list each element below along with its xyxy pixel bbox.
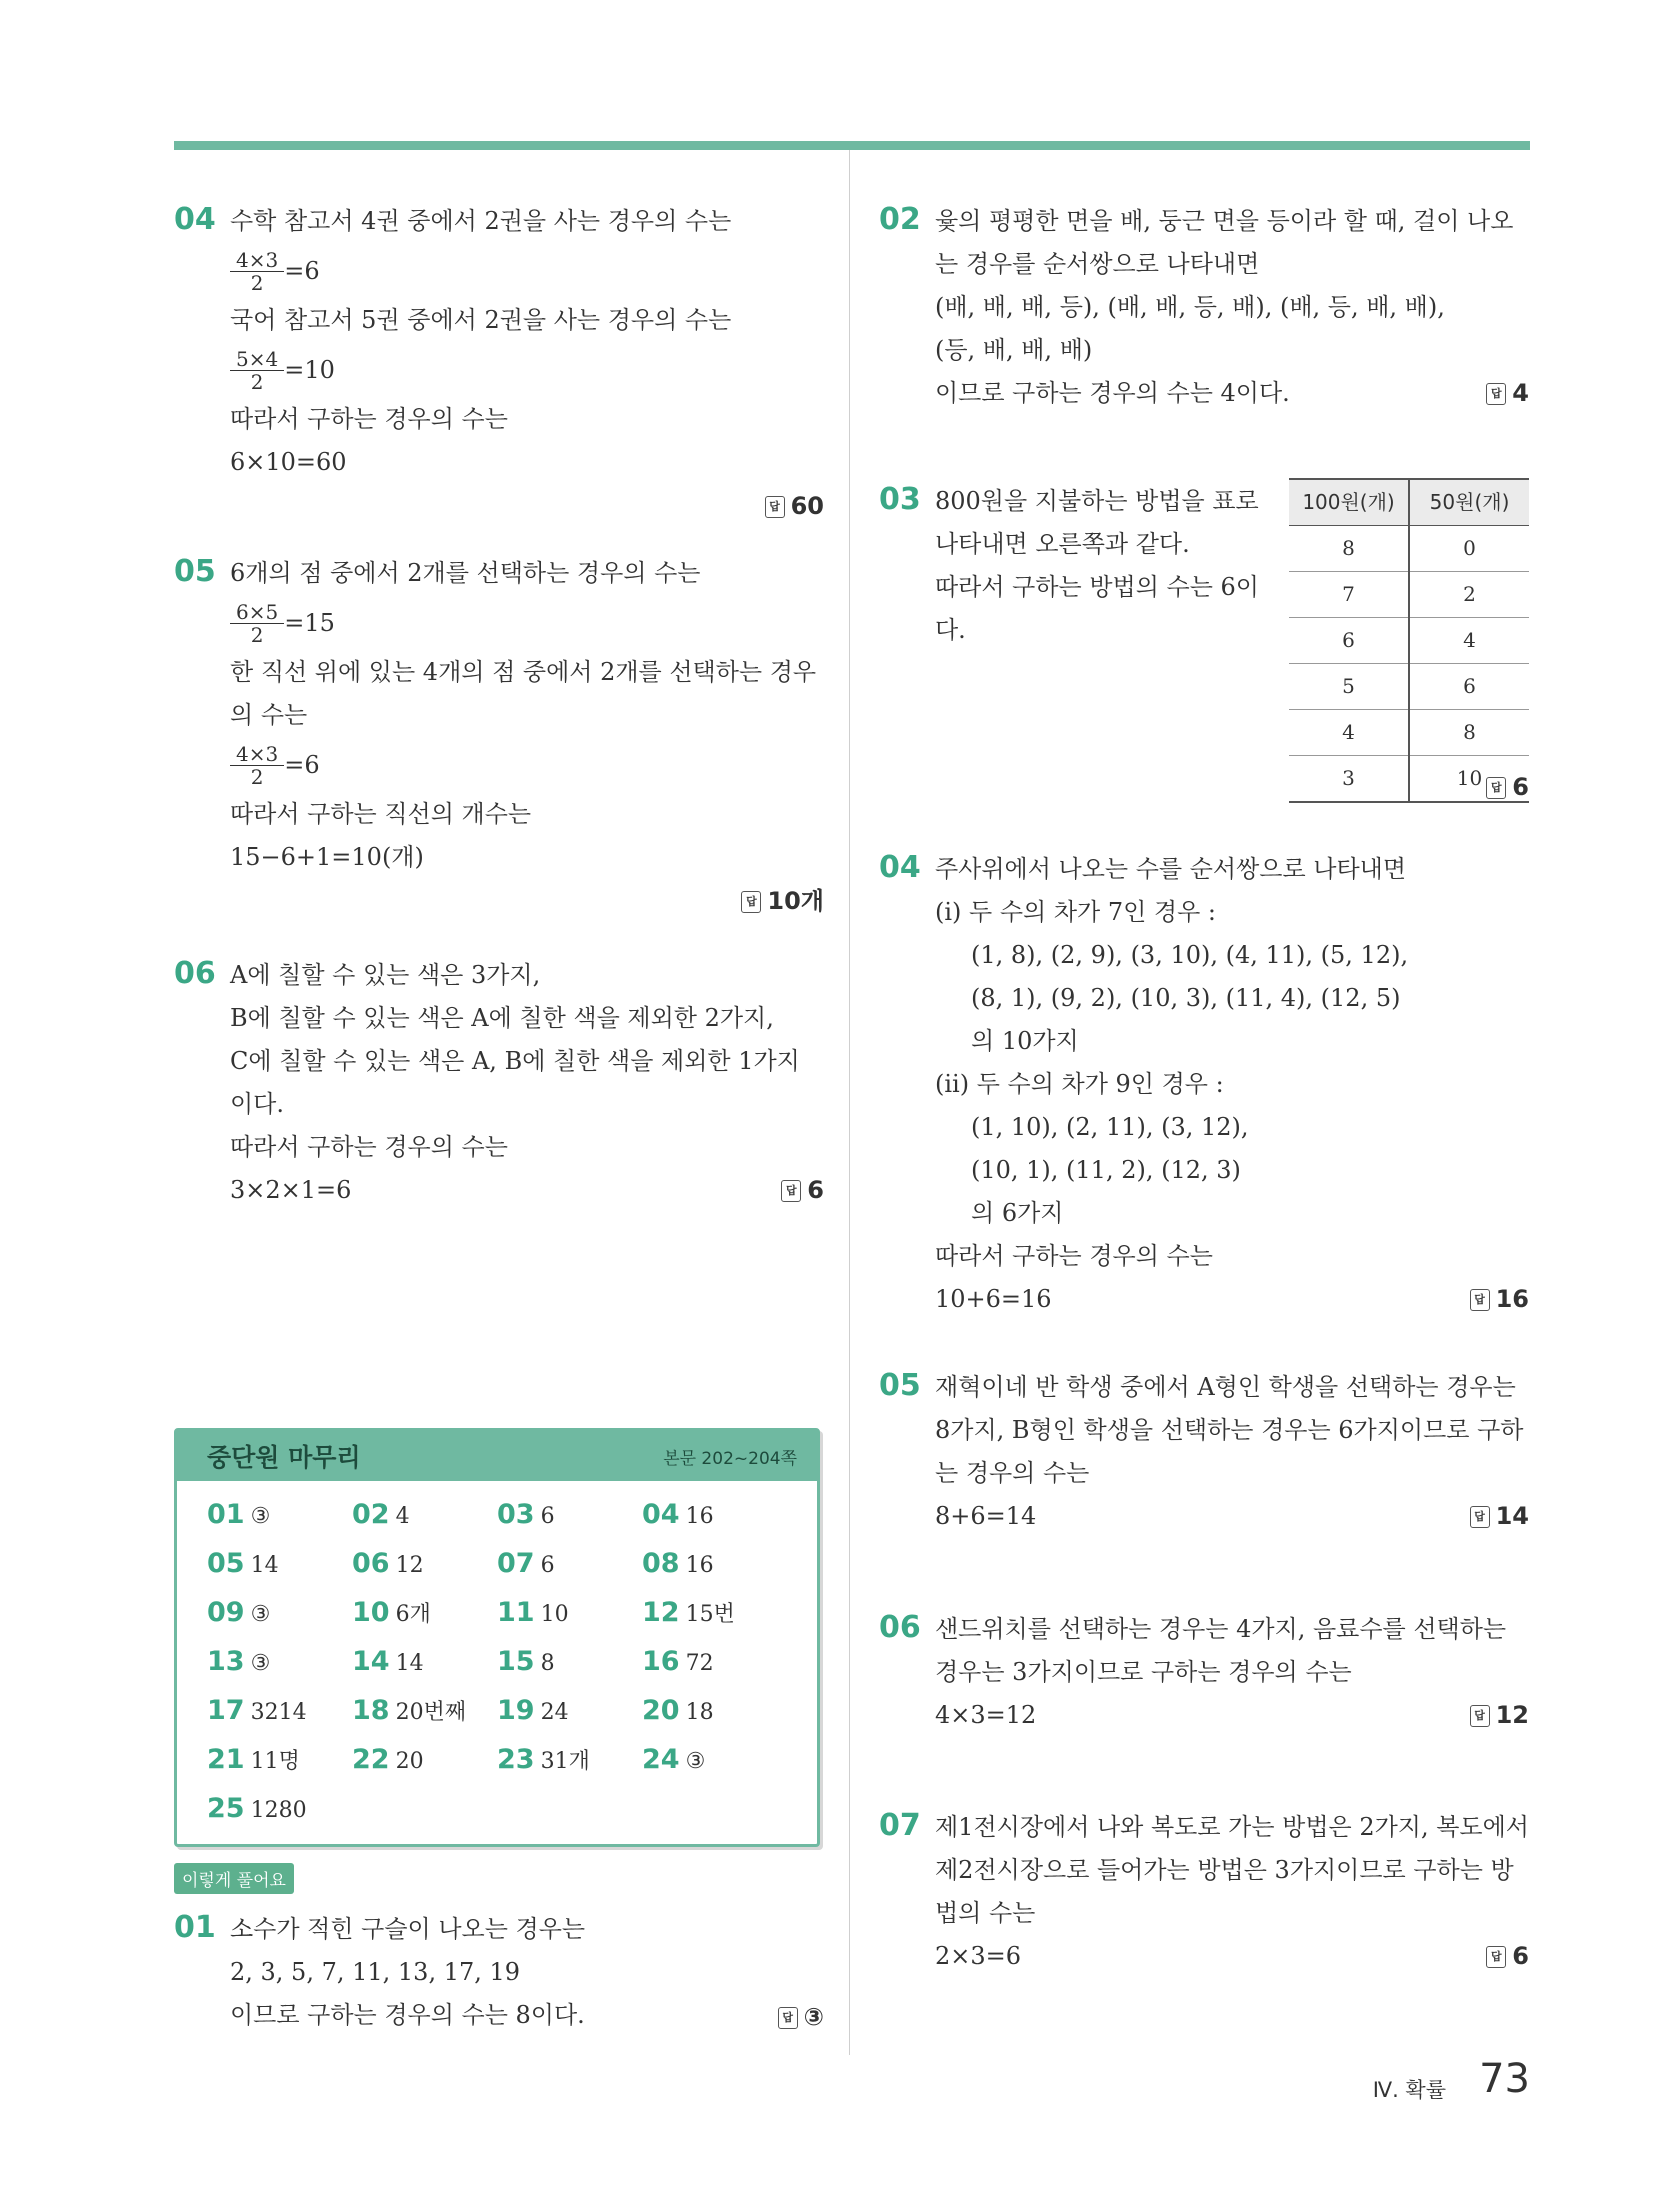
answer-key-value: 16 bbox=[685, 1553, 714, 1578]
solution-text: 는 경우의 수는 bbox=[935, 1459, 1090, 1487]
fraction-result: =10 bbox=[284, 355, 335, 384]
answer-key-item bbox=[497, 1687, 642, 1736]
answer bbox=[1486, 1935, 1529, 1978]
table-cell: 2 bbox=[1409, 572, 1529, 618]
fraction bbox=[230, 601, 284, 646]
solution-text: 이므로 구하는 경우의 수는 8이다. bbox=[230, 2001, 585, 2029]
answer-mark-icon: 답 bbox=[781, 1180, 801, 1202]
answer-key-item bbox=[207, 1785, 352, 1834]
solution-text: 의 10가지 bbox=[971, 1027, 1079, 1055]
answer-key-item bbox=[642, 1540, 787, 1589]
solution-text: A에 칠할 수 있는 색은 3가지, bbox=[230, 961, 541, 989]
problem-05-right bbox=[879, 1366, 1529, 1538]
answer-key-item bbox=[352, 1687, 497, 1736]
solution-text: 이므로 구하는 경우의 수는 4이다. bbox=[935, 379, 1290, 407]
answer-key-number: 21 bbox=[207, 1744, 245, 1775]
answer-key-item bbox=[207, 1589, 352, 1638]
table-cell: 0 bbox=[1409, 526, 1529, 572]
numerator: 6×5 bbox=[230, 601, 284, 624]
denominator: 2 bbox=[250, 764, 264, 789]
answer-key-value: 15번 bbox=[685, 1602, 735, 1627]
answer-mark-icon: 답 bbox=[1486, 1946, 1506, 1968]
problem-number: 05 bbox=[174, 554, 216, 589]
solution-equation: 10+6=16 bbox=[935, 1285, 1052, 1313]
table-row bbox=[1289, 618, 1529, 664]
table-header: 50원(개) bbox=[1409, 479, 1529, 526]
solution-equation: 6×10=60 bbox=[230, 448, 347, 476]
answer-key-value: 11명 bbox=[250, 1749, 300, 1774]
answer-key-number: 16 bbox=[642, 1646, 680, 1677]
solution-equation: 3×2×1=6 bbox=[230, 1176, 352, 1204]
answer-key-item bbox=[352, 1736, 497, 1785]
answer-mark-icon: 답 bbox=[1470, 1506, 1490, 1528]
solution-text: 제2전시장으로 들어가는 방법은 3가지이므로 구하는 방 bbox=[935, 1856, 1514, 1884]
problem-number: 04 bbox=[879, 850, 921, 885]
solution-text: 샌드위치를 선택하는 경우는 4가지, 음료수를 선택하는 bbox=[935, 1615, 1507, 1643]
answer-key-value: 72 bbox=[685, 1651, 714, 1676]
answer-key-number: 08 bbox=[642, 1548, 680, 1579]
solution-equation: 4×3=12 bbox=[935, 1701, 1037, 1729]
solution-text: 경우는 3가지이므로 구하는 경우의 수는 bbox=[935, 1658, 1352, 1686]
solution-text: 국어 참고서 5권 중에서 2권을 사는 경우의 수는 bbox=[230, 306, 732, 334]
answer-key-item bbox=[497, 1638, 642, 1687]
answer-key-value: 14 bbox=[250, 1553, 279, 1578]
answer-key-item bbox=[497, 1540, 642, 1589]
problem-04-right bbox=[879, 848, 1529, 1313]
table-row bbox=[1289, 526, 1529, 572]
answer-key-number: 01 bbox=[207, 1499, 245, 1530]
answer-key-value: 6개 bbox=[395, 1602, 431, 1627]
problem-number: 03 bbox=[879, 482, 921, 517]
answer-key-value: 18 bbox=[685, 1700, 714, 1725]
answer bbox=[1470, 1278, 1529, 1321]
answer bbox=[778, 1996, 824, 2039]
fraction-line bbox=[230, 595, 824, 651]
solution-text: (ⅱ) 두 수의 차가 9인 경우 : bbox=[935, 1070, 1224, 1098]
right-column bbox=[879, 200, 1529, 1978]
solution-text: 따라서 구하는 경우의 수는 bbox=[935, 1242, 1213, 1270]
denominator: 2 bbox=[250, 270, 264, 295]
answer-mark-icon: 답 bbox=[1470, 1705, 1490, 1727]
numerator: 4×3 bbox=[230, 249, 284, 272]
answer-key-value: ③ bbox=[250, 1602, 271, 1627]
answer bbox=[781, 1169, 824, 1212]
problem-06-right bbox=[879, 1608, 1529, 1738]
answer-key-item bbox=[207, 1638, 352, 1687]
answer-value: 16 bbox=[1495, 1285, 1529, 1313]
problem-03-right bbox=[879, 480, 1529, 810]
solution-text: 의 수는 bbox=[230, 701, 308, 729]
solution-text: 법의 수는 bbox=[935, 1899, 1036, 1927]
numerator: 4×3 bbox=[230, 743, 284, 766]
table-cell: 4 bbox=[1409, 618, 1529, 664]
answer-key-value: 8 bbox=[540, 1651, 555, 1676]
fraction-line bbox=[230, 243, 824, 299]
answer-key-item bbox=[497, 1736, 642, 1785]
solution-text: (1, 8), (2, 9), (3, 10), (4, 11), (5, 12), bbox=[971, 941, 1409, 969]
answer-key-number: 11 bbox=[497, 1597, 535, 1628]
answer-key-value: 6 bbox=[540, 1504, 555, 1529]
solution-tag: 이렇게 풀어요 bbox=[174, 1863, 294, 1894]
answer-key-value: 1280 bbox=[250, 1798, 307, 1823]
section-review-title: 중단원 마무리 bbox=[207, 1443, 361, 1472]
answer bbox=[741, 880, 824, 923]
solution-text: 재혁이네 반 학생 중에서 A형인 학생을 선택하는 경우는 bbox=[935, 1373, 1516, 1401]
solution-text: 8가지, B형인 학생을 선택하는 경우는 6가지이므로 구하 bbox=[935, 1416, 1524, 1444]
answer-mark-icon: 답 bbox=[778, 2007, 798, 2029]
solution-text: 따라서 구하는 경우의 수는 bbox=[230, 405, 508, 433]
solution-text: 는 경우를 순서쌍으로 나타내면 bbox=[935, 250, 1260, 278]
answer-key-item bbox=[497, 1491, 642, 1540]
problem-number: 06 bbox=[879, 1610, 921, 1645]
problem-05-left bbox=[174, 552, 824, 924]
answer bbox=[1470, 1694, 1529, 1737]
fraction-result: =6 bbox=[284, 750, 320, 779]
answer-key-number: 22 bbox=[352, 1744, 390, 1775]
answer-value: ③ bbox=[803, 2003, 824, 2031]
answer-key-number: 10 bbox=[352, 1597, 390, 1628]
answer bbox=[1486, 766, 1529, 809]
table-cell: 4 bbox=[1289, 710, 1409, 756]
answer-key-number: 14 bbox=[352, 1646, 390, 1677]
answer-key-value: 10 bbox=[540, 1602, 569, 1627]
solution-text: 소수가 적힌 구슬이 나오는 경우는 bbox=[230, 1915, 586, 1943]
solution-text: 따라서 구하는 직선의 개수는 bbox=[230, 800, 532, 828]
answer-key-value: 4 bbox=[395, 1504, 410, 1529]
answer-key-item bbox=[207, 1736, 352, 1785]
solution-text: (8, 1), (9, 2), (10, 3), (11, 4), (12, 5) bbox=[971, 984, 1401, 1012]
table-cell: 6 bbox=[1409, 664, 1529, 710]
answer-value: 4 bbox=[1512, 379, 1529, 407]
problem-number: 06 bbox=[174, 956, 216, 991]
answer-key-value: 20 bbox=[395, 1749, 424, 1774]
problem-07-right bbox=[879, 1806, 1529, 1978]
answer-key-item bbox=[642, 1491, 787, 1540]
answer-value: 6 bbox=[1512, 773, 1529, 801]
fraction-line bbox=[230, 342, 824, 398]
answer-key-number: 24 bbox=[642, 1744, 680, 1775]
problem-04-left bbox=[174, 200, 824, 530]
answer-key-number: 05 bbox=[207, 1548, 245, 1579]
answer-key-item bbox=[642, 1736, 787, 1785]
solution-text: 다. bbox=[935, 616, 966, 644]
table-cell: 3 bbox=[1289, 756, 1409, 803]
solution-equation: 15−6+1=10(개) bbox=[230, 843, 424, 871]
answer-key-value: 14 bbox=[395, 1651, 424, 1676]
table-row bbox=[1289, 710, 1529, 756]
answer-key-value: 3214 bbox=[250, 1700, 307, 1725]
coin-table bbox=[1289, 478, 1529, 803]
fraction-result: =6 bbox=[284, 256, 320, 285]
answer-mark-icon: 답 bbox=[1470, 1289, 1490, 1311]
table-cell: 6 bbox=[1289, 618, 1409, 664]
problem-06-left bbox=[174, 954, 824, 1214]
solution-text: C에 칠할 수 있는 색은 A, B에 칠한 색을 제외한 1가지 bbox=[230, 1047, 800, 1075]
answer-key-number: 12 bbox=[642, 1597, 680, 1628]
section-review-box bbox=[174, 1428, 820, 1847]
answer bbox=[1470, 1495, 1529, 1538]
solution-text: 주사위에서 나오는 수를 순서쌍으로 나타내면 bbox=[935, 855, 1407, 883]
table-header-row bbox=[1289, 479, 1529, 526]
table-row bbox=[1289, 572, 1529, 618]
answer-value: 6 bbox=[1512, 1942, 1529, 1970]
solution-text: 2, 3, 5, 7, 11, 13, 17, 19 bbox=[230, 1958, 521, 1986]
answer-key-item bbox=[207, 1687, 352, 1736]
fraction bbox=[230, 743, 284, 788]
table-cell: 5 bbox=[1289, 664, 1409, 710]
top-accent-bar bbox=[174, 141, 1530, 150]
table-cell: 8 bbox=[1409, 710, 1529, 756]
answer-key-item bbox=[642, 1589, 787, 1638]
answer-key-item bbox=[497, 1589, 642, 1638]
answer-key-value: 31개 bbox=[540, 1749, 590, 1774]
answer-mark-icon: 답 bbox=[1486, 383, 1506, 405]
solution-text: 수학 참고서 4권 중에서 2권을 사는 경우의 수는 bbox=[230, 207, 732, 235]
answer-key-grid bbox=[177, 1481, 817, 1844]
table-cell: 8 bbox=[1289, 526, 1409, 572]
answer-mark-icon: 답 bbox=[741, 891, 761, 913]
solution-text: (10, 1), (11, 2), (12, 3) bbox=[971, 1156, 1241, 1184]
answer-key-number: 04 bbox=[642, 1499, 680, 1530]
fraction bbox=[230, 348, 284, 393]
answer-key-number: 23 bbox=[497, 1744, 535, 1775]
answer-key-item bbox=[352, 1638, 497, 1687]
answer-key-number: 06 bbox=[352, 1548, 390, 1579]
answer-value: 60 bbox=[790, 492, 824, 520]
answer-key-item bbox=[207, 1540, 352, 1589]
column-divider bbox=[849, 150, 850, 2055]
answer-key-value: 12 bbox=[395, 1553, 424, 1578]
solution-text: (등, 배, 배, 배) bbox=[935, 336, 1093, 364]
problem-number: 07 bbox=[879, 1808, 921, 1843]
solution-text: (배, 배, 배, 등), (배, 배, 등, 배), (배, 등, 배, 배), bbox=[935, 293, 1445, 321]
answer-key-value: 24 bbox=[540, 1700, 569, 1725]
answer-key-item bbox=[642, 1638, 787, 1687]
table-row bbox=[1289, 664, 1529, 710]
answer-key-item bbox=[352, 1491, 497, 1540]
left-column bbox=[174, 200, 824, 1214]
answer-mark-icon: 답 bbox=[1486, 777, 1506, 799]
section-review-header bbox=[177, 1431, 817, 1481]
solution-text: 윷의 평평한 면을 배, 둥근 면을 등이라 할 때, 걸이 나오 bbox=[935, 207, 1514, 235]
answer bbox=[765, 485, 824, 528]
solution-text: (1, 10), (2, 11), (3, 12), bbox=[971, 1113, 1249, 1141]
problem-01-left bbox=[174, 1908, 824, 2038]
solution-text: 따라서 구하는 방법의 수는 6이 bbox=[935, 573, 1259, 601]
fraction-result: =15 bbox=[284, 608, 335, 637]
problem-number: 04 bbox=[174, 202, 216, 237]
answer-value: 14 bbox=[1495, 1502, 1529, 1530]
answer-key-number: 20 bbox=[642, 1695, 680, 1726]
answer-key-number: 03 bbox=[497, 1499, 535, 1530]
answer-key-number: 25 bbox=[207, 1793, 245, 1824]
problem-number: 05 bbox=[879, 1368, 921, 1403]
problem-number: 02 bbox=[879, 202, 921, 237]
table-cell: 10 bbox=[1409, 756, 1529, 803]
answer-key-number: 13 bbox=[207, 1646, 245, 1677]
denominator: 2 bbox=[250, 369, 264, 394]
solution-equation: 2×3=6 bbox=[935, 1942, 1022, 1970]
solution-text: 이다. bbox=[230, 1090, 284, 1118]
section-review-page-ref: 본문 202~204쪽 bbox=[663, 1448, 797, 1469]
answer-value: 6 bbox=[807, 1176, 824, 1204]
solution-text: 6개의 점 중에서 2개를 선택하는 경우의 수는 bbox=[230, 559, 701, 587]
solution-text: 800원을 지불하는 방법을 표로 bbox=[935, 487, 1259, 515]
denominator: 2 bbox=[250, 622, 264, 647]
answer-key-number: 19 bbox=[497, 1695, 535, 1726]
answer-key-item bbox=[207, 1491, 352, 1540]
answer bbox=[1486, 372, 1529, 415]
answer-value: 12 bbox=[1495, 1701, 1529, 1729]
answer-key-number: 02 bbox=[352, 1499, 390, 1530]
answer-key-number: 17 bbox=[207, 1695, 245, 1726]
answer-key-value: 20번째 bbox=[395, 1700, 467, 1725]
solution-text: 제1전시장에서 나와 복도로 가는 방법은 2가지, 복도에서 bbox=[935, 1813, 1529, 1841]
chapter-label: Ⅳ. 확률 bbox=[1372, 2078, 1446, 2102]
answer-key-value: 6 bbox=[540, 1553, 555, 1578]
table-cell: 7 bbox=[1289, 572, 1409, 618]
solution-text: 의 6가지 bbox=[971, 1199, 1064, 1227]
fraction bbox=[230, 249, 284, 294]
solution-text: 한 직선 위에 있는 4개의 점 중에서 2개를 선택하는 경우 bbox=[230, 658, 817, 686]
numerator: 5×4 bbox=[230, 348, 284, 371]
answer-key-item bbox=[352, 1589, 497, 1638]
answer-key-number: 15 bbox=[497, 1646, 535, 1677]
solution-text: 나타내면 오른쪽과 같다. bbox=[935, 530, 1190, 558]
answer-key-item bbox=[642, 1687, 787, 1736]
problem-number: 01 bbox=[174, 1910, 216, 1945]
answer-key-value: ③ bbox=[250, 1504, 271, 1529]
answer-key-value: 16 bbox=[685, 1504, 714, 1529]
answer-key-number: 07 bbox=[497, 1548, 535, 1579]
table-header: 100원(개) bbox=[1289, 479, 1409, 526]
solution-text: (ⅰ) 두 수의 차가 7인 경우 : bbox=[935, 898, 1217, 926]
fraction-line bbox=[230, 737, 824, 793]
answer-key-number: 09 bbox=[207, 1597, 245, 1628]
answer-key-value: ③ bbox=[685, 1749, 706, 1774]
solution-text: B에 칠할 수 있는 색은 A에 칠한 색을 제외한 2가지, bbox=[230, 1004, 774, 1032]
solution-text: 따라서 구하는 경우의 수는 bbox=[230, 1133, 508, 1161]
answer-key-item bbox=[352, 1540, 497, 1589]
answer-key-value: ③ bbox=[250, 1651, 271, 1676]
answer-key-number: 18 bbox=[352, 1695, 390, 1726]
answer-mark-icon: 답 bbox=[765, 496, 785, 518]
answer-value: 10개 bbox=[767, 887, 824, 915]
page-number: 73 bbox=[1479, 2056, 1530, 2102]
solution-equation: 8+6=14 bbox=[935, 1502, 1037, 1530]
problem-02-right bbox=[879, 200, 1529, 415]
